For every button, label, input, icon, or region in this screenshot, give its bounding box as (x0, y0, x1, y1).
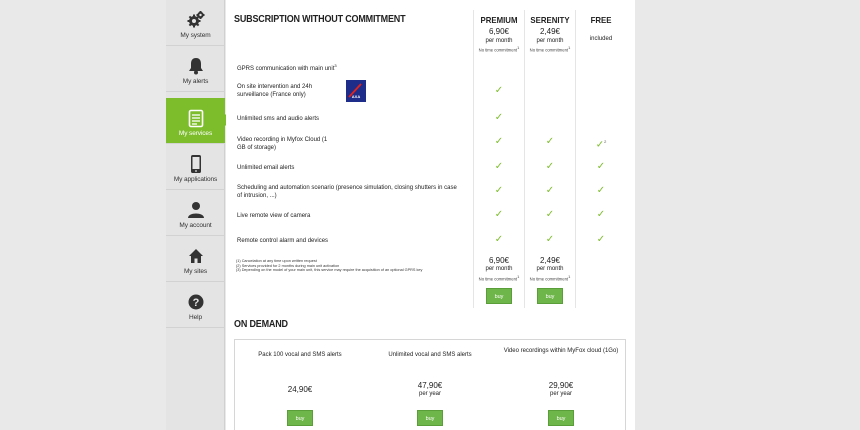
smartphone-icon (166, 154, 225, 174)
plan-period: per month (536, 38, 564, 44)
check-icon: ✓ (545, 136, 555, 147)
feature-video-recording: Video recording in Myfox Cloud (1 GB of storage) (237, 137, 328, 151)
on-demand-item-price: 24,90€ (287, 385, 313, 394)
feature-gprs: GPRS communication with main unit$^3$ (237, 63, 337, 72)
on-demand-item-period: per year (418, 391, 441, 397)
plan-period: per month (485, 38, 513, 44)
document-icon (166, 108, 225, 128)
on-demand-title: ON DEMAND (234, 319, 288, 330)
plan-name: PREMIUM (480, 15, 518, 25)
sidebar-item-my-services[interactable] (166, 98, 225, 144)
plan-price: 6,90€ (488, 27, 510, 36)
sidebar (166, 0, 225, 430)
feature-live-view: Live remote view of camera (237, 213, 311, 219)
main-content (226, 0, 635, 430)
buy-unlimited-alerts-button[interactable]: buy (417, 410, 443, 426)
check-icon: ✓ (545, 185, 555, 196)
check-icon: ✓$^2$ (595, 139, 607, 151)
home-icon (166, 246, 225, 266)
check-icon: ✓ (596, 209, 606, 220)
svg-text:?: ? (192, 297, 199, 309)
on-demand-item-price: 29,90€ (548, 381, 574, 390)
axa-logo (346, 80, 366, 102)
feature-scheduling: Scheduling and automation scenario (presence simulation, closing shutters in case of intrusion, ...) (237, 185, 457, 199)
on-demand-item-title: Video recordings within MyFox cloud (1Go) (503, 348, 619, 354)
footnote: (2) Services provided for 2 months during main unit activation (236, 263, 340, 268)
footnote: (3) Depending on the model of your main unit, this service may require the acquisition of an optional GPRS key (236, 268, 423, 273)
plan-name: FREE (590, 15, 612, 25)
plan-no-commitment: No time commitment1 (529, 45, 571, 53)
plan-period: per month (485, 266, 513, 272)
sidebar-item-my-applications[interactable] (166, 144, 225, 190)
sidebar-item-help[interactable] (166, 282, 225, 328)
sidebar-item-my-alerts[interactable] (166, 46, 225, 92)
check-icon: ✓ (596, 185, 606, 196)
sidebar-item-label: My services (178, 130, 213, 137)
on-demand-item-title: Pack 100 vocal and SMS alerts (258, 352, 342, 358)
plan-price: 2,49€ (539, 27, 561, 36)
sidebar-item-label: My applications (173, 176, 218, 183)
plan-period: per month (536, 266, 564, 272)
check-icon: ✓ (494, 161, 504, 172)
sidebar-item-label: My system (180, 32, 211, 39)
plan-no-commitment: No time commitment1 (478, 45, 520, 53)
sidebar-item-label: My sites (183, 268, 208, 275)
check-icon: ✓ (596, 161, 606, 172)
plan-no-commitment: No time commitment1 (529, 274, 571, 282)
check-icon: ✓ (545, 161, 555, 172)
help-icon (166, 292, 225, 312)
buy-video-recordings-button[interactable]: buy (548, 410, 574, 426)
buy-serenity-button[interactable]: buy (537, 288, 563, 304)
on-demand-item-price: 47,90€ (417, 381, 443, 390)
sidebar-item-label: My account (179, 222, 212, 229)
sidebar-item-my-system[interactable] (166, 0, 225, 46)
check-icon: ✓ (545, 209, 555, 220)
feature-email-alerts: Unlimited email alerts (237, 165, 295, 171)
gears-icon (166, 10, 225, 30)
check-icon: ✓ (596, 234, 606, 245)
check-icon: ✓ (494, 85, 504, 96)
footnote: (1) Cancelation at any time upon written request (236, 259, 317, 263)
plan-price: 6,90€ (488, 256, 510, 265)
plan-price: 2,49€ (539, 256, 561, 265)
column-divider (575, 10, 576, 308)
sidebar-item-label: Help (189, 314, 202, 321)
feature-unlimited-sms: Unlimited sms and audio alerts (237, 116, 320, 122)
buy-premium-button[interactable]: buy (486, 288, 512, 304)
check-icon: ✓ (494, 185, 504, 196)
bell-icon (166, 56, 225, 76)
check-icon: ✓ (494, 209, 504, 220)
axa-logo-text: AXA (351, 94, 361, 99)
buy-pack-100-button[interactable]: buy (287, 410, 313, 426)
user-icon (166, 200, 225, 220)
plan-included: included (589, 36, 613, 42)
subscription-title: SUBSCRIPTION WITHOUT COMMITMENT (234, 14, 406, 25)
sidebar-item-label: My alerts (182, 78, 209, 85)
on-demand-item-title: Unlimited vocal and SMS alerts (388, 352, 472, 358)
plan-name: SERENITY (530, 15, 570, 25)
on-demand-item-period: per year (549, 391, 572, 397)
plan-no-commitment: No time commitment1 (478, 274, 520, 282)
footnotes (236, 259, 476, 273)
sidebar-item-my-sites[interactable] (166, 236, 225, 282)
check-icon: ✓ (545, 234, 555, 245)
on-demand-panel (234, 339, 626, 430)
feature-remote-control: Remote control alarm and devices (237, 238, 329, 244)
check-icon: ✓ (494, 234, 504, 245)
check-icon: ✓ (494, 112, 504, 123)
sidebar-item-my-account[interactable] (166, 190, 225, 236)
feature-onsite-intervention: On site intervention and 24h surveillance (France only) (237, 84, 313, 98)
check-icon: ✓ (494, 136, 504, 147)
